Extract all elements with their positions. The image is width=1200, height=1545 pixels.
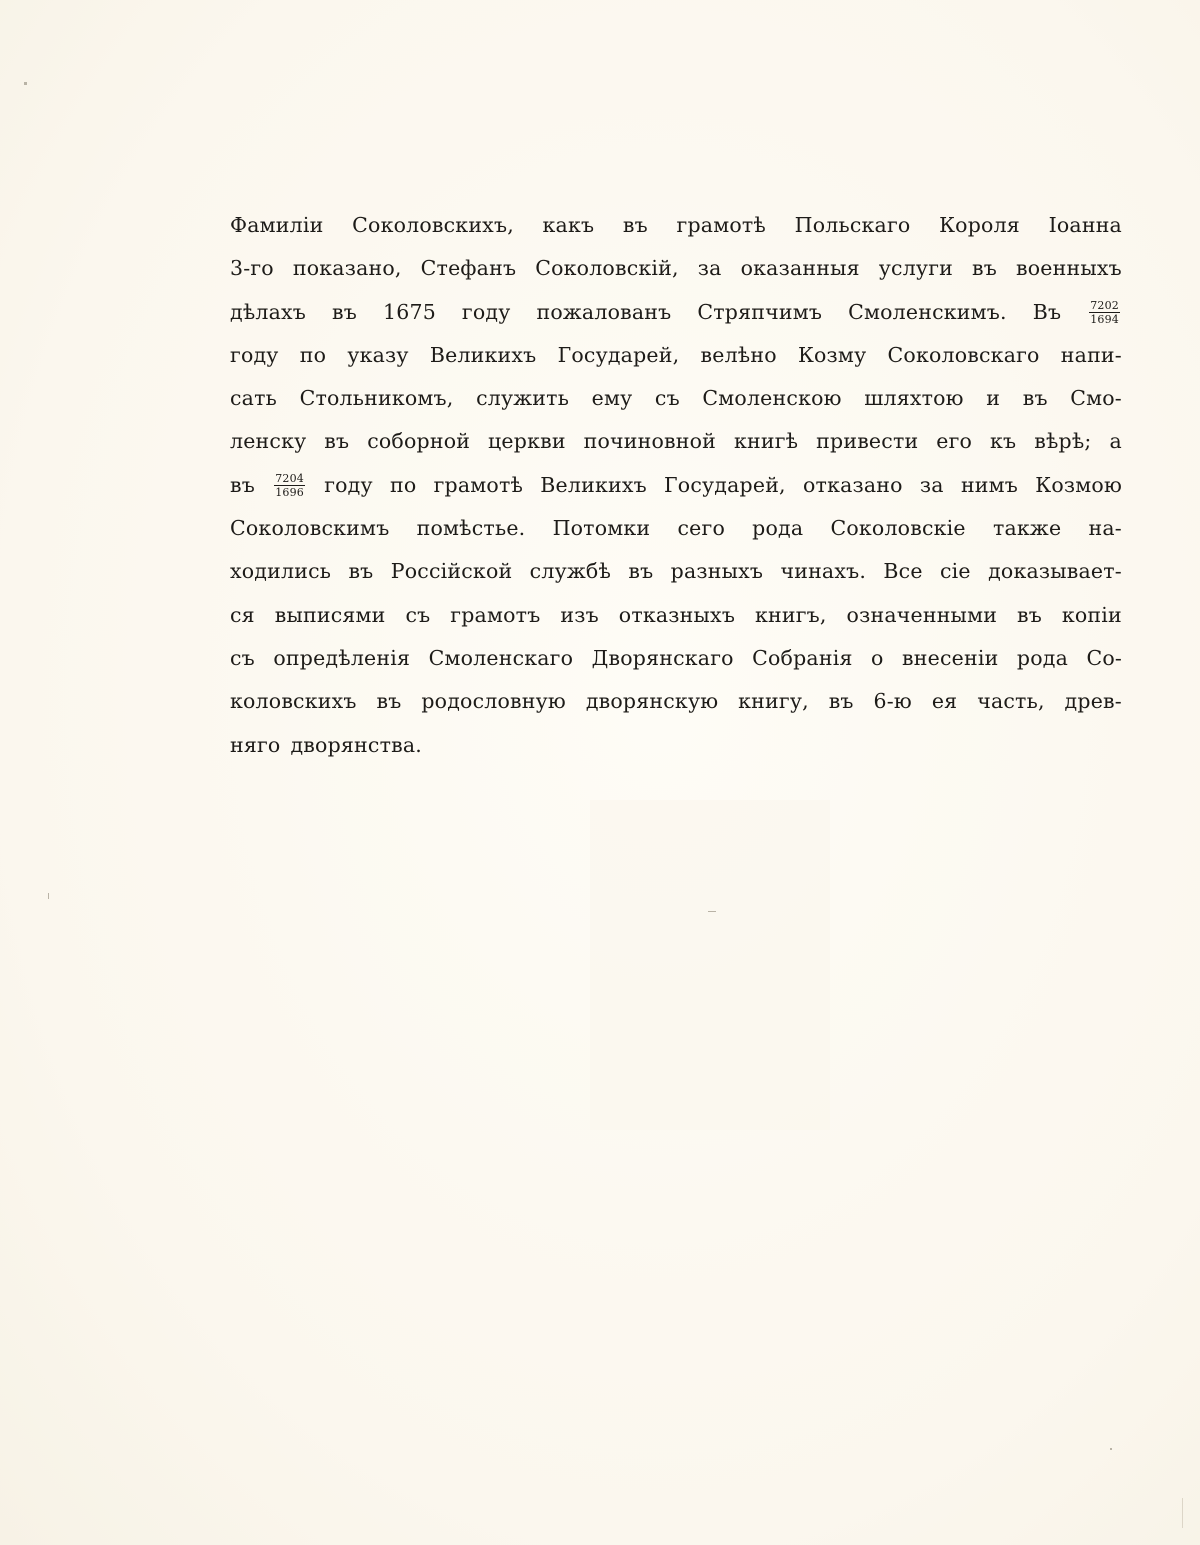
bleed-through-shape [590, 800, 830, 1130]
word: выписями [274, 602, 386, 627]
word: Іоанна [1048, 213, 1122, 237]
word: Дворянскаго [591, 645, 734, 670]
word: въ [332, 299, 357, 324]
word: ея [931, 689, 958, 714]
fraction-denominator: 1696 [275, 485, 304, 499]
word: отказныхъ [618, 602, 736, 627]
text-line [230, 637, 1122, 680]
text-line [230, 464, 1122, 507]
word: рода [752, 516, 804, 541]
word: означенными [846, 602, 998, 627]
word: изъ [560, 602, 599, 627]
word: Въ [1032, 299, 1062, 324]
word: въ [628, 559, 654, 584]
word: за [697, 256, 722, 281]
word: съ [230, 645, 255, 670]
fraction-numerator: 7204 [275, 471, 304, 485]
word: съ [654, 386, 680, 411]
word: а [1109, 429, 1122, 454]
word: Смоленскаго [428, 645, 574, 670]
word: Козму [797, 342, 867, 367]
word: копіи [1061, 602, 1122, 627]
word: шляхтою [864, 386, 964, 411]
word: въ [972, 256, 997, 281]
word: о [871, 645, 884, 670]
word: грамотѣ [676, 213, 766, 237]
word: книгъ, [754, 602, 827, 627]
body-text [230, 204, 1122, 767]
word: коловскихъ [230, 689, 357, 714]
word: Соколовскій, [535, 256, 679, 281]
word: древ- [1064, 689, 1122, 714]
word: Соколовскіе [830, 516, 966, 541]
word: году [324, 472, 373, 497]
fraction-numerator: 7202 [1090, 298, 1119, 312]
word: церкви [488, 429, 566, 454]
text-line [230, 334, 1122, 377]
text-line [230, 420, 1122, 463]
word: на- [1088, 516, 1122, 541]
speck [1110, 1448, 1112, 1450]
word: Стефанъ [420, 256, 517, 281]
word: ему [591, 386, 633, 411]
word: году [461, 299, 511, 324]
word: чинахъ. [780, 559, 867, 584]
word: его [936, 429, 973, 454]
word: въ [1016, 602, 1042, 627]
word: нимъ [960, 472, 1019, 497]
word: Россійской [390, 559, 513, 584]
word: въ [376, 689, 402, 714]
word: Все [883, 559, 923, 584]
text-line [230, 550, 1122, 593]
word: Великихъ [429, 342, 537, 367]
word: няго [230, 732, 281, 757]
word: въ [622, 213, 648, 237]
text-line [230, 204, 1122, 247]
fraction-denominator: 1694 [1090, 312, 1119, 326]
word: услуги [878, 256, 953, 281]
word: военныхъ [1016, 256, 1122, 281]
word: году [230, 342, 279, 367]
word: въ [324, 429, 350, 454]
word: отказано [802, 472, 903, 497]
word: ся [230, 602, 255, 627]
word: къ [990, 429, 1017, 454]
text-line [230, 724, 1122, 767]
word: служить [476, 386, 570, 411]
word: опредѣленія [273, 645, 411, 670]
word: дворянства. [290, 732, 423, 757]
word: Козмою [1035, 472, 1122, 497]
word: родословную [421, 689, 566, 714]
speck [24, 82, 27, 85]
year-fraction [274, 473, 305, 498]
word: по [299, 342, 327, 367]
word: сіе [939, 559, 971, 584]
word: Соколовскаго [887, 342, 1040, 367]
word: Соколовскихъ, [352, 213, 514, 237]
word: внесеніи [902, 645, 999, 670]
word: книгѣ [733, 429, 799, 454]
word: Польскаго [794, 213, 911, 237]
word: Стольникомъ, [299, 386, 454, 411]
word: службѣ [529, 559, 612, 584]
text-line [230, 680, 1122, 723]
word: 3-го [230, 256, 274, 281]
word: вѣрѣ; [1034, 429, 1092, 454]
text-line [230, 291, 1122, 334]
word: разныхъ [670, 559, 764, 584]
word: дѣлахъ [230, 299, 307, 324]
word: часть, [977, 689, 1045, 714]
word: Со- [1086, 645, 1122, 670]
word: въ [230, 472, 255, 497]
text-line [230, 377, 1122, 420]
word: помѣстье. [416, 516, 526, 541]
word: Смоленскимъ. [848, 299, 1007, 324]
word: привести [816, 429, 919, 454]
word: сего [677, 516, 725, 541]
word: пожалованъ [536, 299, 672, 324]
speck [1182, 1498, 1183, 1528]
word: 6-ю [873, 689, 912, 714]
word: Государей, [664, 472, 786, 497]
word: Государей, [557, 342, 680, 367]
word: грамотѣ [433, 472, 524, 497]
word: дворянскую [585, 689, 719, 714]
speck [48, 893, 49, 899]
text-line [230, 507, 1122, 550]
word: Фамиліи [230, 213, 324, 237]
word: починовной [583, 429, 717, 454]
word: напи- [1060, 342, 1122, 367]
word: въ [828, 689, 854, 714]
word: Короля [939, 213, 1020, 237]
word: ходились [230, 559, 332, 584]
text-line [230, 247, 1122, 290]
word: Потомки [552, 516, 651, 541]
word: соборной [367, 429, 471, 454]
word: съ [405, 602, 431, 627]
word: доказывает- [988, 559, 1122, 584]
word: въ [1022, 386, 1048, 411]
word: Смо- [1070, 386, 1122, 411]
year-fraction [1089, 300, 1120, 325]
word: 1675 [382, 299, 436, 324]
word: по [389, 472, 417, 497]
word: и [986, 386, 1001, 411]
word: за [919, 472, 944, 497]
word: Соколовскимъ [230, 516, 390, 541]
speck [708, 911, 716, 912]
word: оказанныя [740, 256, 860, 281]
word: въ [348, 559, 374, 584]
word: рода [1016, 645, 1068, 670]
word: какъ [542, 213, 595, 237]
word: Собранія [752, 645, 853, 670]
word: указу [347, 342, 409, 367]
text-line [230, 594, 1122, 637]
word: ленску [230, 429, 307, 454]
word: показано, [292, 256, 402, 281]
word: сать [230, 386, 278, 411]
word: Стряпчимъ [697, 299, 823, 324]
word: Смоленскою [702, 386, 842, 411]
word: велѣно [700, 342, 777, 367]
word: Великихъ [540, 472, 647, 497]
word: книгу, [738, 689, 809, 714]
word: грамотъ [450, 602, 541, 627]
word: также [992, 516, 1062, 541]
